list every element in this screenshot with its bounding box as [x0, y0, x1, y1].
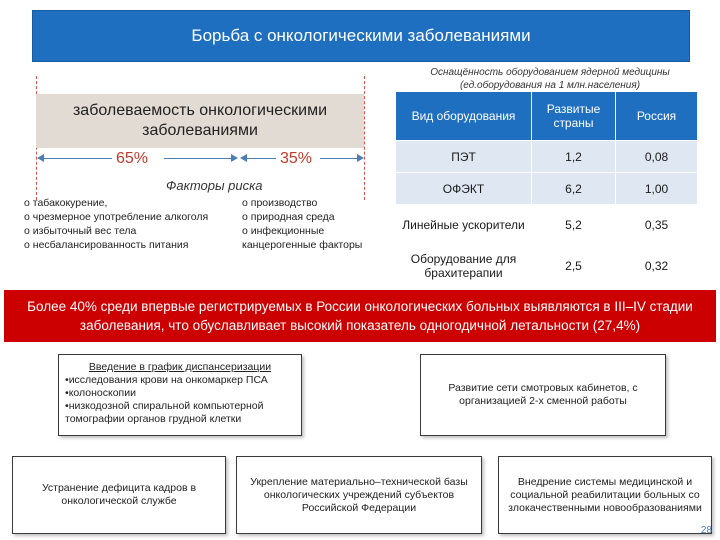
risk-factor-item: o избыточный вес тела [24, 224, 208, 238]
equipment-caption: Оснащённость оборудованием ядерной медицины (ед.оборудования на 1 млн.населения) [430, 67, 670, 91]
table-cell: 0,32 [616, 244, 698, 286]
table-cell: 1,2 [532, 140, 616, 172]
table-cell: 1,00 [616, 172, 698, 204]
banner-text: Более 40% среди впервые регистрируемых в России онкологических больных выявляются в III–IV стадии заболевания, что обуславливает высокий показатель одногодичной летальности (27,4%) [27, 299, 693, 333]
arrow-left-line [42, 158, 112, 159]
screening-item: • исследования крови на онкомаркер ПСА [65, 374, 295, 387]
header-developed: Развитые страны [532, 92, 616, 140]
rehabilitation-box [498, 456, 712, 534]
table-cell: Оборудование для брахитерапии [396, 244, 532, 286]
incidence-label: заболеваемость онкологическими заболеваниями [72, 102, 328, 139]
arrow-right-head [357, 154, 364, 162]
screening-item: • низкодозной спиральной компьютерной томографии органов грудной клетки [65, 400, 295, 426]
right-percent: 35% [280, 150, 313, 167]
risk-factor-item: o инфекционные [242, 224, 362, 238]
arrow-mid-right-line [246, 158, 276, 159]
table-cell: 6,2 [532, 172, 616, 204]
risk-factor-item: o производство [242, 196, 362, 210]
equipment-table [396, 92, 698, 286]
network-box [420, 354, 666, 436]
header-russia: Россия [616, 92, 698, 140]
table-row [396, 244, 698, 286]
risk-factors-title: Факторы риска [166, 178, 263, 193]
table-cell: 0,35 [616, 204, 698, 244]
risk-factor-item: o природная среда [242, 210, 362, 224]
staff-box [12, 456, 226, 534]
material-base-box [236, 456, 482, 534]
arrow-mid-left-line [164, 158, 232, 159]
screening-list [65, 374, 295, 426]
table-cell: ОФЭКТ [396, 172, 532, 204]
arrow-right-line [320, 158, 358, 159]
risk-factor-item: o табакокурение, [24, 196, 208, 210]
risk-factor-item: канцерогенные факторы [242, 239, 363, 251]
material-base-text: Укрепление материально–технической базы онкологических учреждений субъектов Российской Федерации [250, 475, 468, 514]
screening-box [58, 354, 302, 436]
title-bar [32, 10, 690, 62]
table-cell: Линейные ускорители [396, 204, 532, 244]
left-percent: 65% [116, 150, 149, 167]
table-row [396, 172, 698, 204]
screening-item: • колоноскопии [65, 387, 295, 400]
risk-factors-left [24, 196, 208, 252]
table-row [396, 204, 698, 244]
header-equipment: Вид оборудования [396, 92, 532, 140]
table-cell: ПЭТ [396, 140, 532, 172]
arrow-mid-right-head [231, 154, 238, 162]
risk-factors-right [242, 196, 362, 252]
right-dashed-line [364, 76, 365, 200]
risk-factor-item: o чрезмерное употребление алкоголя [24, 210, 208, 224]
incidence-box [36, 94, 364, 148]
network-text: Развитие сети смотровых кабинетов, с организацией 2-х сменной работы [448, 382, 638, 407]
table-cell: 2,5 [532, 244, 616, 286]
staff-text: Устранение дефицита кадров в онкологической службе [41, 482, 197, 507]
statistics-banner [4, 290, 716, 342]
rehabilitation-text: Внедрение системы медицинской и социальной реабилитации больных со злокачественными новообразованиями [508, 475, 702, 514]
risk-factor-item: o несбалансированность питания [24, 238, 208, 252]
table-cell: 5,2 [532, 204, 616, 244]
table-row [396, 140, 698, 172]
table-cell: 0,08 [616, 140, 698, 172]
page-title: Борьба с онкологическими заболеваниями [191, 26, 531, 45]
page-number: 28 [700, 525, 712, 536]
table-header-row [396, 92, 698, 140]
screening-heading: Введение в график диспансеризации [88, 361, 272, 373]
